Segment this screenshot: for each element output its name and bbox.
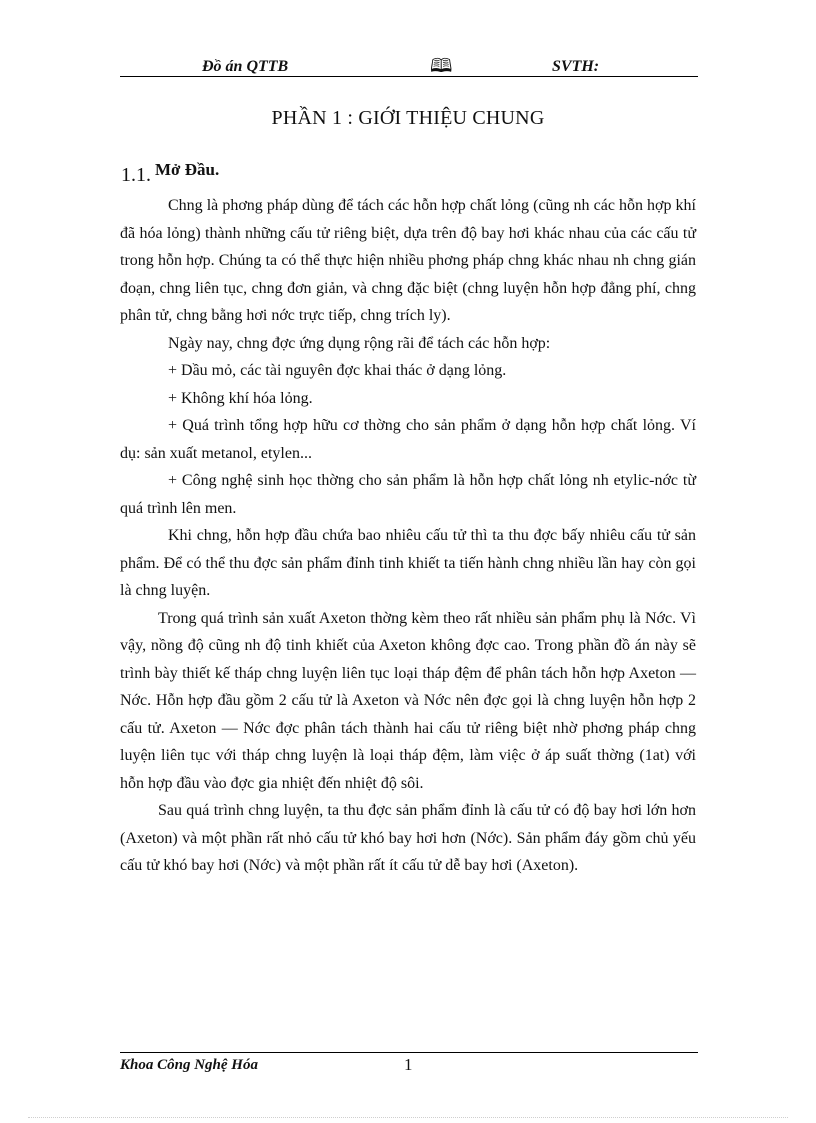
footer-faculty: Khoa Công Nghệ Hóa <box>120 1057 258 1073</box>
page-header <box>120 58 698 77</box>
header-project-label: Đồ án QTTB <box>202 58 289 75</box>
list-item: + Không khí hóa lỏng. <box>168 389 313 407</box>
header-student-label: SVTH: <box>552 58 600 75</box>
paragraph-intro: Chng là phơng pháp dùng để tách các hỗn hợp chất lỏng (cũng nh các hỗn hợp khí đã hóa lỏng) thành những cấu tử riêng biệt, dựa trên độ bay hơi khác nhau của các cấu tử trong hỗn hợp. Chúng ta có thể thực hiện nhiều phơng pháp chng khác nhau nh chng gián đoạn, chng liên tục, chng đơn giản, và chng đặc biệt (chng luyện hỗn hợp đẳng phí, chng phân tử, chng bằng hơi nớc trực tiếp, chng trích ly). <box>120 197 696 324</box>
page-number: 1 <box>404 1055 413 1074</box>
page-footer <box>120 1052 698 1074</box>
paragraph-applications: Ngày nay, chng đợc ứng dụng rộng rãi để tách các hỗn hợp: <box>168 334 551 352</box>
section-number: 1.1. <box>121 164 151 186</box>
part-title: PHẦN 1 : GIỚI THIỆU CHUNG <box>271 107 545 129</box>
paragraph-axeton: Trong quá trình sản xuất Axeton thờng kèm theo rất nhiều sản phẩm phụ là Nớc. Vì vậy, nồng độ cũng nh độ tinh khiết của Axeton không đợc cao. Trong phần đồ án này sẽ trình bày thiết kế tháp chng luyện liên tục loại tháp đệm để phân tách hỗn hợp Axeton — Nớc. Hỗn hợp đầu gồm 2 cấu tử là Axeton và Nớc nên đợc gọi là chng luyện hỗn hợp 2 cấu tử. Axeton — Nớc đợc phân tách thành hai cấu tử riêng biệt nhờ phơng pháp chng luyện liên tục với tháp chng luyện là loại tháp đệm, làm việc ở áp suất thờng (1at) với hỗn hợp đầu vào đợc gia nhiệt đến nhiệt độ sôi. <box>120 609 696 792</box>
list-item: + Dầu mỏ, các tài nguyên đợc khai thác ở dạng lỏng. <box>168 362 507 379</box>
section-title: Mở Đầu. <box>155 160 220 179</box>
section-heading <box>121 160 220 187</box>
book-icon: 🕮 <box>430 56 453 77</box>
paragraph-distillation: Khi chng, hỗn hợp đầu chứa bao nhiêu cấu tử thì ta thu đợc bấy nhiêu cấu tử sản phẩm. Để có thể thu đợc sản phẩm đỉnh tinh khiết ta tiến hành chng nhiều lần hay còn gọi là chng luyện. <box>120 527 696 599</box>
list-item: + Quá trình tổng hợp hữu cơ thờng cho sản phẩm ở dạng hỗn hợp chất lỏng. Ví dụ: sản xuất metanol, etylen... <box>120 417 696 462</box>
paragraph-products: Sau quá trình chng luyện, ta thu đợc sản phẩm đỉnh là cấu tử có độ bay hơi lớn hơn (Axeton) và một phần rất nhỏ cấu tử khó bay hơi hơn (Nớc). Sản phẩm đáy gồm chủ yếu cấu tử khó bay hơi (Nớc) và một phần rất ít cấu tử dễ bay hơi (Axeton). <box>120 802 696 874</box>
list-item: + Công nghệ sinh học thờng cho sản phẩm là hỗn hợp chất lỏng nh etylic-nớc từ quá trình lên men. <box>120 472 696 517</box>
body-text <box>120 192 696 880</box>
page-edge-divider <box>28 1117 788 1118</box>
